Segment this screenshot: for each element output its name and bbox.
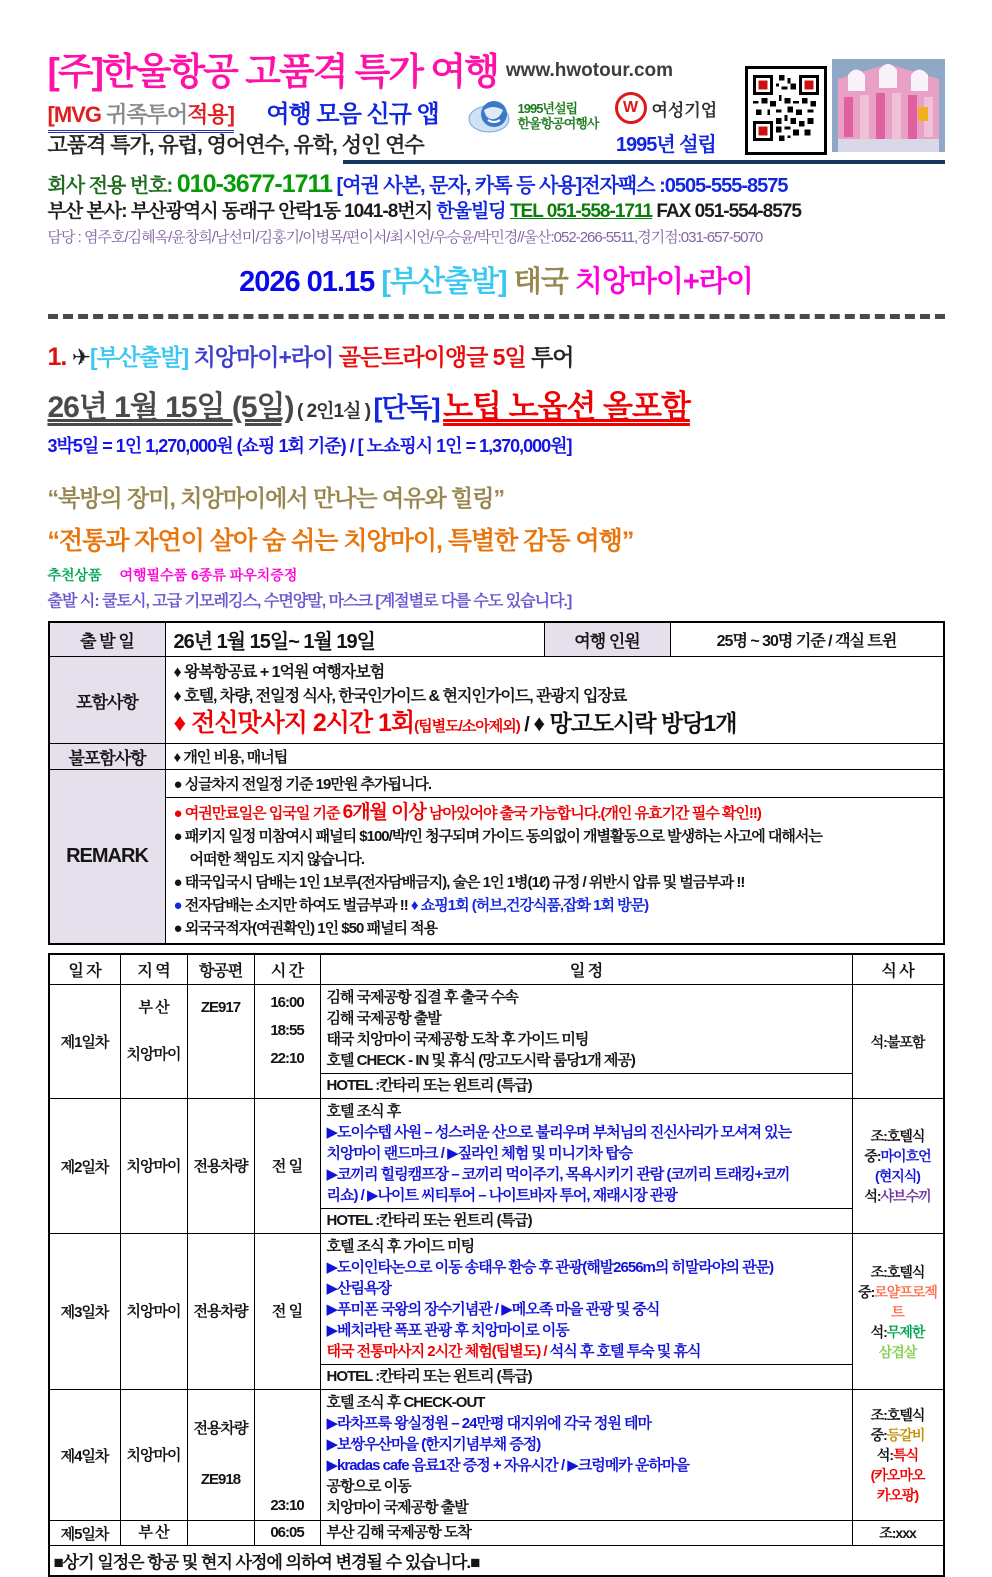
section-number: 1. — [47, 343, 67, 371]
contact-block — [48, 172, 945, 247]
day1-schedule — [321, 985, 852, 1073]
schedule-line: ▶kradas cafe 음료1잔 증정 + 자유시간 / ▶크렁메카 운하마을 — [326, 1457, 689, 1474]
meal-dinner-label: 석: — [870, 1323, 887, 1340]
schedule-line: ▶보쌍우산마을 (한지기념부채 증정) — [326, 1436, 541, 1453]
schedule-line — [327, 1341, 846, 1362]
day5-label: 제5일차 — [60, 1525, 109, 1543]
departure-row — [50, 623, 943, 656]
include-row — [50, 656, 943, 743]
meal-breakfast: 조:호텔식 — [870, 1407, 925, 1423]
exclude-value: ♦ 개인 비용, 매너팁 — [173, 749, 288, 766]
recommend-text: 여행필수품 6종류 파우치증정 — [119, 567, 298, 583]
day3-meal — [853, 1260, 943, 1364]
section-destination: 치앙마이+라이 — [193, 344, 334, 370]
remark-row — [50, 769, 943, 943]
globe-icon — [468, 96, 514, 136]
meal-lunch-label: 중: — [858, 1283, 875, 1300]
agency-logo — [468, 96, 599, 136]
remark-ecig-dot: ● — [173, 897, 182, 914]
remark-shopping: ♦ 쇼핑1회 (허브,건강식품,잡화 1회 방문) — [410, 897, 649, 914]
tour-date: 2026 01.15 — [239, 266, 375, 298]
meal-lunch-note: (현지식) — [875, 1168, 920, 1184]
qr-code — [745, 66, 827, 155]
day2-vehicle: 전용차량 — [193, 1157, 248, 1175]
departure-label: 출 발 일 — [50, 623, 166, 656]
flyer-page — [48, 0, 945, 1577]
header — [48, 52, 945, 162]
remark-tobacco: ● 태국입국시 담배는 1인 1보루(전자담배금지), 술은 1인 1병(1ℓ) 규정 / 위반시 압류 및 벌금부과 !! — [173, 874, 745, 891]
include-label: 포함사항 — [50, 657, 166, 743]
staff-line: 담당 : 염주호/김혜옥/윤창희/남선미/김홍기/이병목/편이서/최시언/우승윤/박민경//울산:052-266-5511,경기점:031-657-5070 — [47, 229, 763, 246]
room-type: ( 2인1실 ) — [296, 401, 371, 422]
schedule-line: 치앙마이 랜드마크 / ▶짚라인 체험 및 미니기차 탑승 — [326, 1145, 633, 1162]
meal-dinner-note1: (카오마오 — [870, 1467, 925, 1483]
meal-lunch-label: 중: — [864, 1148, 881, 1164]
day2-time: 전 일 — [271, 1157, 303, 1175]
meal-lunch-label: 중: — [870, 1427, 887, 1443]
schedule-line: ▶코끼리 힐링캠프장 – 코끼리 먹이주기, 목욕시키기 관람 (코끼리 트래킹+코끼 — [326, 1166, 790, 1183]
info-table — [48, 621, 945, 945]
agency-logo-text — [518, 101, 599, 131]
include-body — [166, 657, 943, 743]
schedule-line: 리쇼) / ▶나이트 씨티투어 – 나이트바자 투어, 재래시장 관광 — [326, 1187, 677, 1204]
app-banner: 여행 모음 신규 앱 — [266, 101, 439, 128]
remark-ecig-text: 전자담배는 소지만 하여도 벌금부과 !! — [181, 897, 411, 914]
building-icon — [832, 59, 945, 152]
section1-heading — [48, 339, 945, 372]
tel-number: TEL 051-558-1711 — [509, 201, 653, 222]
day3-schedule — [321, 1234, 852, 1364]
main-title — [48, 259, 945, 300]
day5-schedule: 부산 김해 국제공항 도착 — [326, 1524, 471, 1541]
mango-text: ♦ 망고도시락 방당1개 — [533, 710, 737, 736]
day1-row — [50, 984, 943, 1098]
massage-text: ♦ 전신맛사지 2시간 1회 — [173, 709, 415, 737]
massage-separator: / — [519, 714, 534, 736]
day4-row — [50, 1389, 943, 1520]
remark-penalty-2: 어떠한 책임도 지지 않습니다. — [189, 851, 365, 868]
exclusive-badge: [단독] — [373, 393, 440, 423]
tour-period: 26년 1월 15일 (5일) — [47, 391, 294, 424]
exclude-row — [50, 743, 943, 769]
dinner-rest: 석식 후 호텔 투숙 및 휴식 — [549, 1343, 701, 1360]
plane-icon: ✈ — [71, 344, 91, 370]
day1-time-2: 18:55 — [270, 1022, 304, 1039]
massage-experience: 태국 전통마사지 2시간 체험(팁별도) / — [326, 1343, 550, 1360]
meal-dinner: 무제한 — [886, 1323, 925, 1340]
departure-gift-line: 출발 시: 쿨토시, 고급 기모레깅스, 수면양말, 마스크 [계절별로 다를 수도 있습니다.] — [47, 593, 572, 610]
day1-label: 제1일차 — [60, 1034, 109, 1051]
day3-label: 제3일차 — [60, 1304, 109, 1321]
people-value: 25명 ~ 30명 기준 / 객실 트윈 — [716, 633, 897, 650]
schedule-line: ▶라차프룩 왕실정원 – 24만평 대지위에 각국 정원 테마 — [326, 1415, 652, 1432]
meal-lunch: 등갈비 — [886, 1427, 925, 1443]
section-tour: 투어 — [531, 344, 574, 370]
remark-penalty-1: ● 패키지 일정 미참여시 패널티 $100/박/인 청구되며 가이드 동의없이 개별활동으로 발생하는 사고에 대해서는 — [173, 828, 822, 845]
col-region: 지 역 — [120, 955, 187, 984]
country: 태국 — [513, 266, 568, 298]
day3-hotel: HOTEL :칸타리 또는 윈트리 (특급) — [321, 1364, 852, 1389]
include-massage-line — [174, 711, 935, 739]
header-divider — [343, 160, 945, 164]
schedule-line: 호텔 조식 후 CHECK-OUT — [326, 1394, 485, 1411]
phone-label: 회사 전용 번호: — [47, 175, 173, 197]
meal-dinner-label: 석: — [876, 1447, 894, 1463]
day2-label: 제2일차 — [60, 1158, 109, 1176]
departure-city: [부산출발] — [381, 266, 507, 298]
agency-name: 한울항공여행사 — [517, 116, 599, 131]
schedule-line: ▶산림욕장 — [326, 1280, 391, 1297]
recommend-label: 추천상품 — [47, 567, 102, 583]
col-schedule: 일 정 — [320, 955, 852, 984]
include-item: ♦ 호텔, 차량, 전일정 식사, 한국인가이드 & 현지인가이드, 관광지 입장료 — [173, 688, 627, 705]
day1-meal: 석:불포함 — [870, 1033, 925, 1050]
remark-passport — [174, 801, 935, 825]
schedule-line: ▶도이인타논으로 이동 송태우 환승 후 관광(해발2656m의 히말라야의 관문) — [326, 1259, 774, 1276]
contact-line2 — [48, 199, 945, 224]
meal-dinner-2: 삼겹살 — [878, 1343, 917, 1360]
day3-region: 치앙마이 — [126, 1303, 181, 1320]
section-highlight: 골든트라이앵글 5일 — [338, 344, 526, 370]
meal-lunch: 로얄프로젝트 — [874, 1283, 937, 1320]
schedule-line: 공항으로 이동 — [326, 1478, 411, 1495]
itinerary-footer-note: ■상기 일정은 항공 및 현지 사정에 의하여 변경될 수 있습니다.■ — [50, 1545, 943, 1575]
meal-breakfast: 조:호텔식 — [870, 1263, 925, 1280]
hq-address: 부산 본사: 부산광역시 동래구 안락1동 1041-8번지 — [47, 201, 432, 222]
established-year: 1995년 설립 — [615, 134, 716, 156]
day5-meal: 조:xxx — [879, 1525, 916, 1541]
quote-line1: “북방의 장미, 치앙마이에서 만나는 여유와 힐링” — [47, 485, 504, 511]
remark-passport-pre: ● 여권만료일은 입국일 기준 — [173, 805, 343, 822]
day4-flight: ZE918 — [200, 1471, 241, 1488]
section1-date-row — [48, 381, 945, 426]
day2-hotel: HOTEL :칸타리 또는 윈트리 (특급) — [321, 1208, 852, 1233]
col-day: 일 자 — [68, 963, 101, 980]
schedule-line: ▶도이수텝 사원 – 성스러운 산으로 불리우며 부처님의 진신사리가 모셔져 있는 — [326, 1124, 792, 1141]
schedule-line: 호텔 조식 후 가이드 미팅 — [326, 1238, 475, 1255]
building-name: 한울빌딩 — [436, 201, 506, 222]
day1-region-busan: 부 산 — [138, 999, 169, 1016]
departure-value: 26년 1월 15일~ 1월 19일 — [166, 623, 545, 656]
phone-number: 010-3677-1711 — [176, 170, 332, 198]
price-line: 3박5일 = 1인 1,270,000원 (쇼핑 1회 기준) / [ 노쇼핑시 1인 = 1,370,000원] — [47, 436, 572, 456]
recommend-line — [48, 565, 945, 585]
agency-established: 1995년설립 — [517, 101, 578, 116]
mvg-badge — [48, 98, 234, 133]
remark-single-charge: ● 싱글차지 전일정 기준 19만원 추가됩니다. — [166, 770, 943, 798]
day4-schedule — [321, 1390, 852, 1520]
quote-line2: “전통과 자연이 살아 숨 쉬는 치앙마이, 특별한 감동 여행” — [47, 527, 634, 555]
day5-time: 06:05 — [270, 1524, 304, 1541]
include-item: ♦ 왕복항공료 + 1억원 여행자보험 — [173, 664, 385, 681]
meal-dinner-note2: 카오팡) — [876, 1487, 919, 1503]
meal-lunch: 마이흐언 — [880, 1148, 931, 1164]
day4-meal — [869, 1403, 927, 1507]
day2-meal — [862, 1124, 932, 1208]
qr-code-icon — [750, 71, 822, 145]
massage-note: (팁별도/소아제외) — [414, 718, 520, 735]
exclude-label: 불포함사항 — [50, 744, 166, 769]
day3-row — [50, 1233, 943, 1389]
dashed-divider — [48, 314, 945, 319]
schedule-line: 호텔 조식 후 — [326, 1103, 401, 1120]
women-enterprise-icon: W — [615, 92, 647, 124]
women-enterprise-label: 여성기업 — [651, 100, 718, 120]
schedule-line: 김해 국제공항 출발 — [326, 1010, 441, 1027]
day4-label: 제4일차 — [60, 1447, 109, 1465]
people-label: 여행 인원 — [545, 623, 671, 656]
phone-usage-note: [여권 사본, 문자, 카톡 등 사용] — [336, 175, 582, 197]
day1-time-3: 22:10 — [270, 1050, 304, 1067]
remark-list — [166, 798, 943, 943]
day5-region: 부 산 — [138, 1524, 169, 1541]
day2-schedule — [321, 1099, 852, 1208]
day4-time: 23:10 — [270, 1497, 304, 1514]
meal-dinner: 특식 — [893, 1447, 919, 1463]
website-text: www.hwotour.com — [505, 60, 674, 81]
tagline: 고품격 특가, 유럽, 영어연수, 유학, 성인 연수 — [47, 134, 424, 157]
day3-time: 전 일 — [271, 1303, 303, 1320]
remark-foreigner: ● 외국국적자(여권확인) 1인 $50 패널티 적용 — [173, 920, 438, 937]
meal-dinner: 샤브수끼 — [880, 1188, 931, 1204]
schedule-line: 호텔 CHECK - IN 및 휴식 (망고도시락 룸당1개 제공) — [326, 1052, 635, 1069]
day5-row — [50, 1520, 943, 1545]
day1-time-1: 16:00 — [270, 994, 304, 1011]
fax-number: FAX 051-554-8575 — [656, 201, 801, 222]
no-tip-badge: 노팁 노옵션 올포함 — [443, 389, 690, 424]
remark-label: REMARK — [50, 770, 166, 943]
col-meal: 식 사 — [852, 955, 943, 984]
col-time: 시 간 — [254, 955, 320, 984]
contact-line1 — [48, 172, 945, 199]
itinerary-table — [48, 953, 945, 1577]
day4-vehicle: 전용차량 — [193, 1420, 248, 1437]
schedule-line: ▶베치라탄 폭포 관광 후 치앙마이로 이동 — [326, 1322, 569, 1339]
itinerary-header — [50, 955, 943, 984]
company-title: [주]한울항공 고품격 특가 여행 — [47, 51, 498, 92]
mvg-open: [MVG — [47, 102, 101, 127]
schedule-line: ▶푸미폰 국왕의 장수기념관 / ▶메오족 마을 관광 및 중식 — [326, 1301, 660, 1318]
day1-flight: ZE917 — [200, 999, 241, 1016]
remark-body — [166, 770, 943, 943]
schedule-line: 김해 국제공항 집결 후 출국 수속 — [326, 989, 518, 1006]
meal-breakfast: 조:호텔식 — [870, 1128, 925, 1144]
destination: 치앙마이+라이 — [574, 266, 753, 298]
women-enterprise-row — [615, 92, 718, 124]
day2-region: 치앙마이 — [126, 1157, 181, 1175]
day4-region: 치앙마이 — [126, 1446, 181, 1464]
women-enterprise-badge — [615, 92, 718, 157]
day1-region-chiangmai: 치앙마이 — [126, 1046, 181, 1063]
remark-ecig — [174, 894, 935, 917]
mvg-close: 적용] — [187, 102, 234, 127]
remark-passport-em: 6개월 이상 — [342, 802, 426, 823]
section-departure: [부산출발] — [90, 344, 189, 370]
remark-passport-post: 남아있어야 출국 가능합니다.(개인 유효기간 필수 확인!!) — [425, 805, 761, 822]
company-building-photo — [832, 59, 945, 157]
mvg-mid: 귀족투어 — [100, 102, 188, 127]
schedule-line: 치앙마이 국제공항 출발 — [326, 1499, 468, 1516]
efax-number: 전자팩스 :0505-555-8575 — [581, 175, 788, 197]
day1-hotel: HOTEL :칸타리 또는 윈트리 (특급) — [321, 1073, 852, 1098]
day3-vehicle: 전용차량 — [193, 1303, 248, 1320]
day2-row — [50, 1098, 943, 1233]
schedule-line: 태국 치앙마이 국제공항 도착 후 가이드 미팅 — [326, 1031, 589, 1048]
col-flight: 항공편 — [187, 955, 254, 984]
meal-dinner-label: 석: — [864, 1188, 881, 1204]
